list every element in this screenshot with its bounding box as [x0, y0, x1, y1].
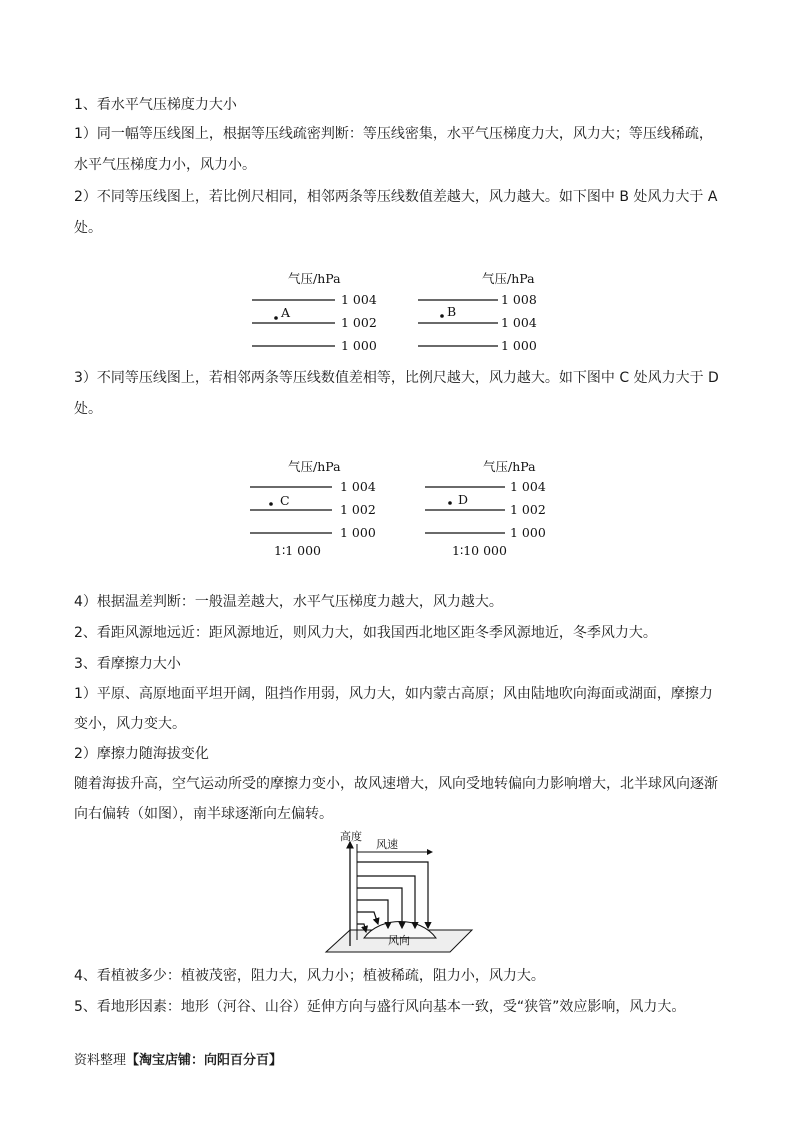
- pressure-unit-label: 气压/hPa: [288, 271, 341, 286]
- point-d-label: D: [458, 492, 469, 507]
- pressure-unit-label: 气压/hPa: [483, 459, 536, 474]
- scale-label: 1∶1 000: [274, 543, 321, 558]
- footer-shop: 【淘宝店铺：向阳百分百】: [126, 1053, 283, 1068]
- isobar-panel-c: [250, 459, 376, 558]
- wind-arrow-level: [357, 876, 415, 928]
- isobar-value: 1 004: [501, 315, 537, 330]
- page-footer: [74, 1051, 282, 1071]
- isobar-value: 1 002: [510, 502, 546, 517]
- isobar-figure-cd: [240, 455, 560, 563]
- pressure-unit-label: 气压/hPa: [288, 459, 341, 474]
- wind-arrow-level: [357, 862, 428, 928]
- heading-friction: 3、看摩擦力大小: [74, 656, 181, 672]
- isobar-panel-b: [418, 271, 537, 353]
- direction-label: 风向: [388, 934, 410, 947]
- isobar-value: 1 004: [340, 479, 376, 494]
- paragraph-line: 1）平原、高原地面平坦开阔，阻挡作用弱，风力大，如内蒙古高原；风由陆地吹向海面或湖面，摩擦力: [74, 686, 713, 702]
- isobar-figure-ab: [240, 268, 560, 358]
- pressure-unit-label: 气压/hPa: [482, 271, 535, 286]
- paragraph-line: 变小，风力变大。: [74, 716, 186, 732]
- isobar-value: 1 002: [340, 502, 376, 517]
- scale-label: 1∶10 000: [452, 543, 507, 558]
- speed-label: 风速: [376, 838, 398, 851]
- paragraph-line: 1）同一幅等压线图上，根据等压线疏密判断：等压线密集，水平气压梯度力大，风力大；等压线稀疏，: [74, 126, 713, 142]
- isobar-value: 1 000: [510, 525, 546, 540]
- point-b-marker: [440, 314, 444, 318]
- wind-height-figure: [320, 828, 480, 960]
- paragraph-line: 处。: [74, 220, 102, 236]
- heading-pressure-gradient: 1、看水平气压梯度力大小: [74, 97, 237, 113]
- point-d-marker: [448, 501, 452, 505]
- isobar-panel-a: [252, 271, 377, 353]
- isobar-panel-d: [425, 459, 546, 558]
- paragraph-line: 向右偏转（如图），南半球逐渐向左偏转。: [74, 806, 333, 822]
- height-label: 高度: [340, 830, 362, 843]
- heading-distance: 2、看距风源地远近：距风源地近，则风力大，如我国西北地区距冬季风源地近，冬季风力大。: [74, 625, 657, 641]
- isobar-value: 1 002: [341, 315, 377, 330]
- isobar-value: 1 008: [501, 292, 537, 307]
- paragraph-line: 2）摩擦力随海拔变化: [74, 746, 209, 762]
- isobar-value: 1 004: [510, 479, 546, 494]
- paragraph-line: 水平气压梯度力小，风力小。: [74, 157, 256, 173]
- point-c-label: C: [280, 493, 290, 508]
- paragraph-line: 处。: [74, 401, 102, 417]
- isobar-value: 1 000: [341, 338, 377, 353]
- heading-terrain: 5、看地形因素：地形（河谷、山谷）延伸方向与盛行风向基本一致，受“狭管”效应影响，风力大。: [74, 999, 686, 1015]
- paragraph-line: 4）根据温差判断：一般温差越大，水平气压梯度力越大，风力越大。: [74, 594, 503, 610]
- isobar-value: 1 000: [340, 525, 376, 540]
- heading-vegetation: 4、看植被多少：植被茂密，阻力大，风力小；植被稀疏，阻力小，风力大。: [74, 968, 545, 984]
- paragraph-line: 随着海拔升高，空气运动所受的摩擦力变小，故风速增大，风向受地转偏向力影响增大，北半球风向逐渐: [74, 776, 718, 792]
- paragraph-line: 3）不同等压线图上，若相邻两条等压线数值差相等，比例尺越大，风力越大。如下图中 C 处风力大于 D: [74, 370, 719, 386]
- point-b-label: B: [447, 304, 457, 319]
- footer-prefix: 资料整理: [74, 1053, 127, 1068]
- point-c-marker: [269, 502, 273, 506]
- point-a-marker: [274, 316, 278, 320]
- isobar-value: 1 004: [341, 292, 377, 307]
- point-a-label: A: [281, 305, 291, 320]
- isobar-value: 1 000: [501, 338, 537, 353]
- wind-arrow-level: [357, 912, 378, 924]
- paragraph-line: 2）不同等压线图上，若比例尺相同，相邻两条等压线数值差越大，风力越大。如下图中 B 处风力大于 A: [74, 189, 718, 205]
